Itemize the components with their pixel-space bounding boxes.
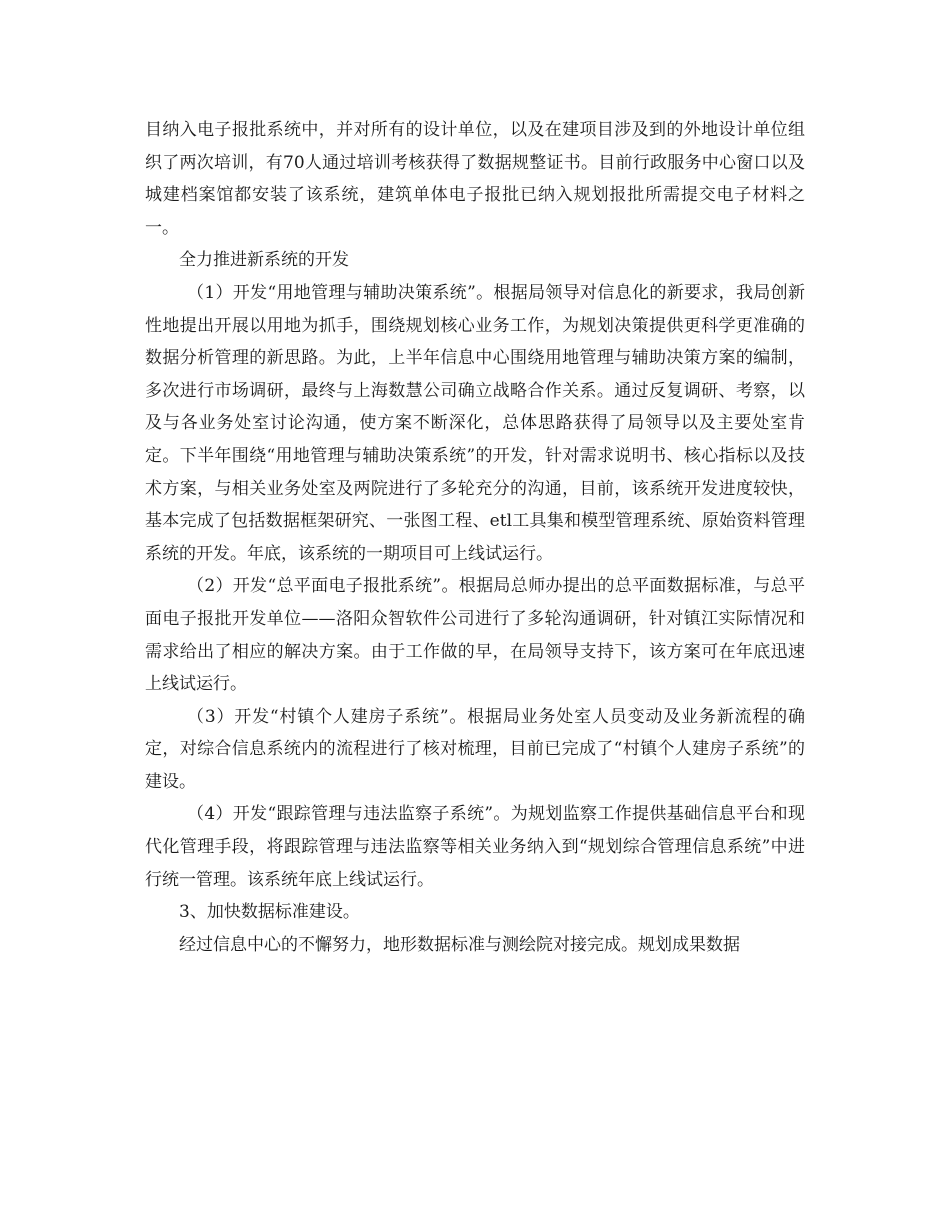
paragraph-item-3: （3）开发“村镇个人建房子系统”。根据局业务处室人员变动及业务新流程的确定，对综合信息系统内的流程进行了核对梳理，目前已完成了“村镇个人建房子系统”的建设。	[145, 706, 805, 792]
paragraph-data-standards: 经过信息中心的不懈努力，地形数据标准与测绘院对接完成。规划成果数据	[179, 934, 740, 955]
paragraph-item-1: （1）开发“用地管理与辅助决策系统”。根据局领导对信息化的新要求，我局创新性地提出开展以用地为抓手，围绕规划核心业务工作，为规划决策提供更科学更准确的数据分析管理的新思路。为此，上半年信息中心围绕用地管理与辅助决策方案的编制，多次进行市场调研，最终与上海数慧公司确立战略合作关系。通过反复调研、考察，以及与各业务处室讨论沟通，使方案不断深化，总体思路获得了局领导以及主要处室肯定。下半年围绕“用地管理与辅助决策系统”的开发，针对需求说明书、核心指标以及技术方案，与相关业务处室及两院进行了多轮充分的沟通，目前，该系统开发进度较快，基本完成了包括数据框架研究、一张图工程、etl工具集和模型管理系统、原始资料管理系统的开发。年底，该系统的一期项目可上线试运行。	[145, 282, 805, 564]
paragraph-continuation: 目纳入电子报批系统中，并对所有的设计单位，以及在建项目涉及到的外地设计单位组织了两次培训，有70人通过培训考核获得了数据规整证书。目前行政服务中心窗口以及城建档案馆都安装了该系统，建筑单体电子报批已纳入规划报批所需提交电子材料之一。	[145, 120, 805, 238]
section-heading: 全力推进新系统的开发	[179, 250, 349, 271]
paragraph-item-2: （2）开发“总平面电子报批系统”。根据局总师办提出的总平面数据标准，与总平面电子报批开发单位——洛阳众智软件公司进行了多轮沟通调研，针对镇江实际情况和需求给出了相应的解决方案。由于工作做的早，在局领导支持下，该方案可在年底迅速上线试运行。	[145, 576, 805, 695]
document-body	[145, 114, 805, 961]
paragraph-item-4: （4）开发“跟踪管理与违法监察子系统”。为规划监察工作提供基础信息平台和现代化管理手段，将跟踪管理与违法监察等相关业务纳入到“规划综合管理信息系统”中进行统一管理。该系统年底上线试运行。	[145, 804, 805, 890]
section-heading-3: 3、加快数据标准建设。	[179, 902, 360, 923]
